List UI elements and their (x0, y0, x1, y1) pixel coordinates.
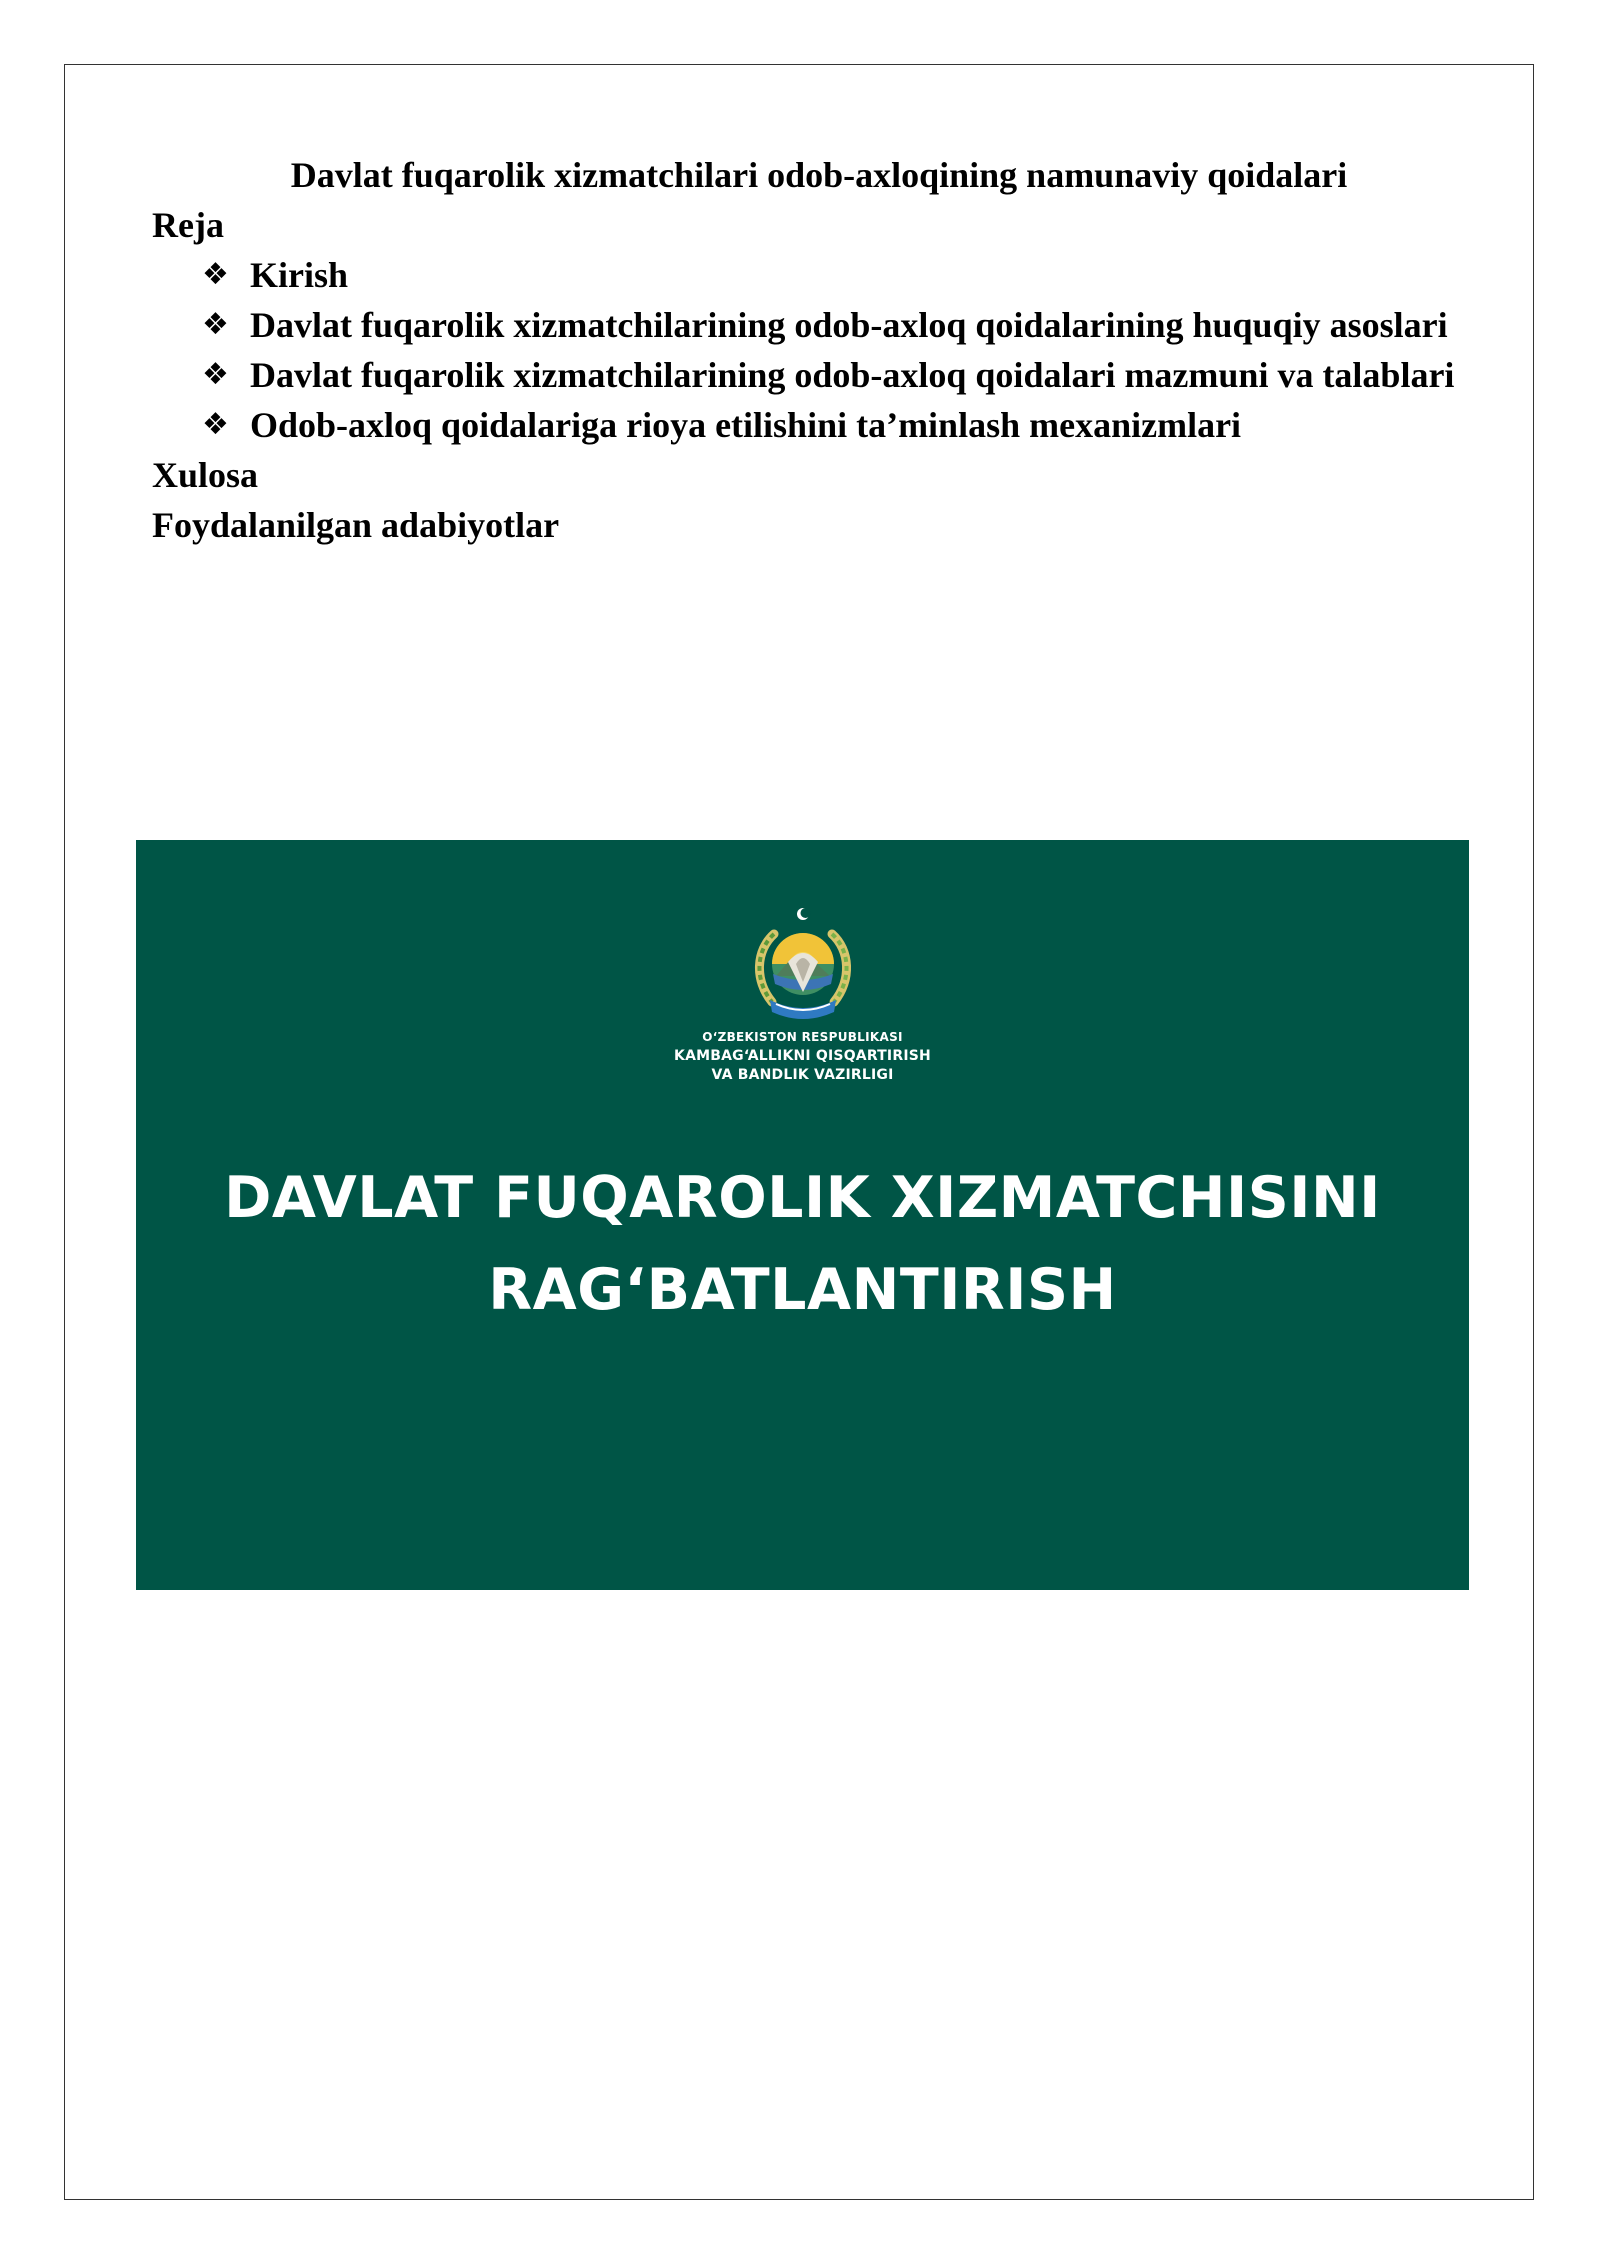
banner-headline-line: RAG‘BATLANTIRISH (488, 1257, 1117, 1323)
plan-list (152, 250, 1486, 450)
document-title: Davlat fuqarolik xizmatchilari odob-axloqining namunaviy qoidalari (290, 155, 1348, 195)
ministry-name-line: VA BANDLIK VAZIRLIGI (711, 1067, 894, 1083)
ministry-name (136, 1028, 1469, 1085)
plan-item-introduction (202, 250, 1486, 300)
diamond-bullet-icon: ❖ (202, 407, 229, 442)
plan-item-legal-basis (202, 300, 1486, 350)
plan-item-label: Odob-axloq qoidalariga rioya etilishini ta’minlash mexanizmlari (250, 405, 1242, 445)
ministry-banner (136, 840, 1469, 1590)
document-body (152, 150, 1486, 550)
references-heading: Foydalanilgan adabiyotlar (152, 505, 560, 545)
plan-heading: Reja (152, 205, 224, 245)
banner-headline-line: DAVLAT FUQAROLIK XIZMATCHISINI (224, 1165, 1381, 1231)
diamond-bullet-icon: ❖ (202, 307, 229, 342)
plan-item-label: Davlat fuqarolik xizmatchilarining odob-axloq qoidalari mazmuni va talablari (250, 355, 1455, 395)
diamond-bullet-icon: ❖ (202, 257, 229, 292)
uzbekistan-state-emblem-icon (746, 904, 860, 1026)
banner-headline (136, 1152, 1469, 1336)
ministry-country-line: O‘ZBEKISTON RESPUBLIKASI (702, 1030, 903, 1044)
plan-item-content-requirements (202, 350, 1486, 400)
conclusion-heading: Xulosa (152, 455, 259, 495)
plan-item-compliance-mechanisms (202, 400, 1486, 450)
plan-item-label: Kirish (250, 255, 349, 295)
ministry-name-line: KAMBAG‘ALLIKNI QISQARTIRISH (674, 1048, 931, 1064)
plan-item-label: Davlat fuqarolik xizmatchilarining odob-axloq qoidalarining huquqiy asoslari (250, 305, 1448, 345)
diamond-bullet-icon: ❖ (202, 357, 229, 392)
